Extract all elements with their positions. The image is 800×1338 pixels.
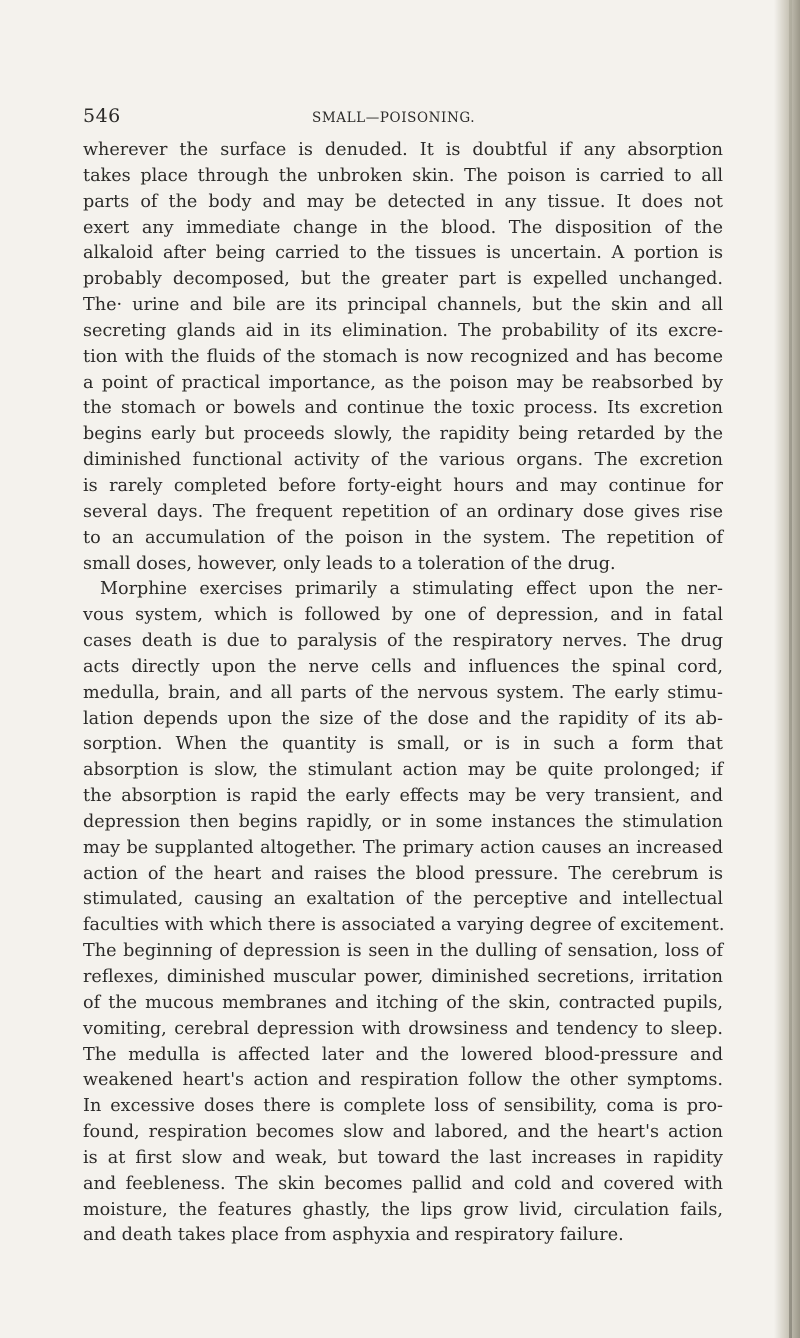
text-line: alkaloid after being carried to the tissues is uncertain. A portion is <box>83 243 723 264</box>
text-line: weakened heart's action and respiration follow the other symptoms. <box>83 1070 723 1091</box>
text-line: and death takes place from asphyxia and respiratory failure. <box>83 1225 624 1246</box>
text-line: is rarely completed before forty-eight hours and may continue for <box>83 475 723 496</box>
text-line: parts of the body and may be detected in any tissue. It does not <box>83 191 723 212</box>
text-line: the stomach or bowels and continue the toxic process. Its excretion <box>83 398 723 419</box>
text-line: The· urine and bile are its principal channels, but the skin and all <box>83 295 723 316</box>
text-line: sorption. When the quantity is small, or is in such a form that <box>83 734 723 755</box>
text-line: vous system, which is followed by one of depression, and in fatal <box>83 605 723 626</box>
text-line: medulla, brain, and all parts of the nervous system. The early stimu- <box>83 682 723 703</box>
text-line: stimulated, causing an exaltation of the perceptive and intellectual <box>83 889 723 910</box>
text-line: a point of practical importance, as the poison may be reabsorbed by <box>83 372 723 393</box>
text-line: of the mucous membranes and itching of the skin, contracted pupils, <box>83 992 723 1013</box>
text-line: cases death is due to paralysis of the respiratory nerves. The drug <box>83 631 723 652</box>
text-line: The beginning of depression is seen in the dulling of sensation, loss of <box>83 941 723 962</box>
text-line: several days. The frequent repetition of an ordinary dose gives rise <box>83 501 723 522</box>
text-line: small doses, however, only leads to a toleration of the drug. <box>83 553 616 574</box>
text-line: In excessive doses there is complete loss of sensibility, coma is pro- <box>83 1096 723 1117</box>
text-line: absorption is slow, the stimulant action may be quite prolonged; if <box>83 760 723 781</box>
page-edge-shadow <box>774 0 800 1338</box>
text-line: probably decomposed, but the greater part is expelled unchanged. <box>83 269 723 290</box>
text-line: Morphine exercises primarily a stimulating effect upon the ner- <box>100 579 723 600</box>
text-line: faculties with which there is associated a varying degree of excitement. <box>83 915 725 936</box>
text-line: secreting glands aid in its elimination. The probability of its excre- <box>83 320 723 341</box>
text-line: tion with the fluids of the stomach is now recognized and has become <box>83 346 723 367</box>
text-line: the absorption is rapid the early effects may be very transient, and <box>83 786 723 807</box>
text-line: may be supplanted altogether. The primary action causes an increased <box>83 837 723 858</box>
text-line: to an accumulation of the poison in the system. The repetition of <box>83 527 723 548</box>
binding-edge <box>789 0 792 1338</box>
text-line: takes place through the unbroken skin. The poison is carried to all <box>83 165 723 186</box>
text-line: The medulla is affected later and the lowered blood-pressure and <box>83 1044 723 1065</box>
text-line: reflexes, diminished muscular power, diminished secretions, irritation <box>83 967 723 987</box>
text-line: acts directly upon the nerve cells and influences the spinal cord, <box>83 656 723 677</box>
text-line: begins early but proceeds slowly, the rapidity being retarded by the <box>83 424 723 445</box>
text-line: diminished functional activity of the various organs. The excretion <box>83 450 723 471</box>
text-line: wherever the surface is denuded. It is doubtful if any absorption <box>83 140 723 160</box>
text-line: depression then begins rapidly, or in some instances the stimulation <box>83 811 723 832</box>
running-head: SMALL—POISONING. <box>312 110 476 126</box>
body-text <box>83 138 723 1249</box>
text-line: is at first slow and weak, but toward the last increases in rapidity <box>83 1147 723 1168</box>
page-header <box>83 105 723 135</box>
text-line: vomiting, cerebral depression with drowsiness and tendency to sleep. <box>83 1018 723 1039</box>
text-line: and feebleness. The skin becomes pallid and cold and covered with <box>83 1173 723 1194</box>
text-line: exert any immediate change in the blood. The disposition of the <box>83 217 723 238</box>
text-line: lation depends upon the size of the dose and the rapidity of its ab- <box>83 708 723 729</box>
page-number: 546 <box>83 105 121 127</box>
text-line: action of the heart and raises the blood pressure. The cerebrum is <box>83 863 723 884</box>
text-line: moisture, the features ghastly, the lips grow livid, circulation fails, <box>83 1199 723 1220</box>
text-line: found, respiration becomes slow and labored, and the heart's action <box>83 1122 723 1143</box>
